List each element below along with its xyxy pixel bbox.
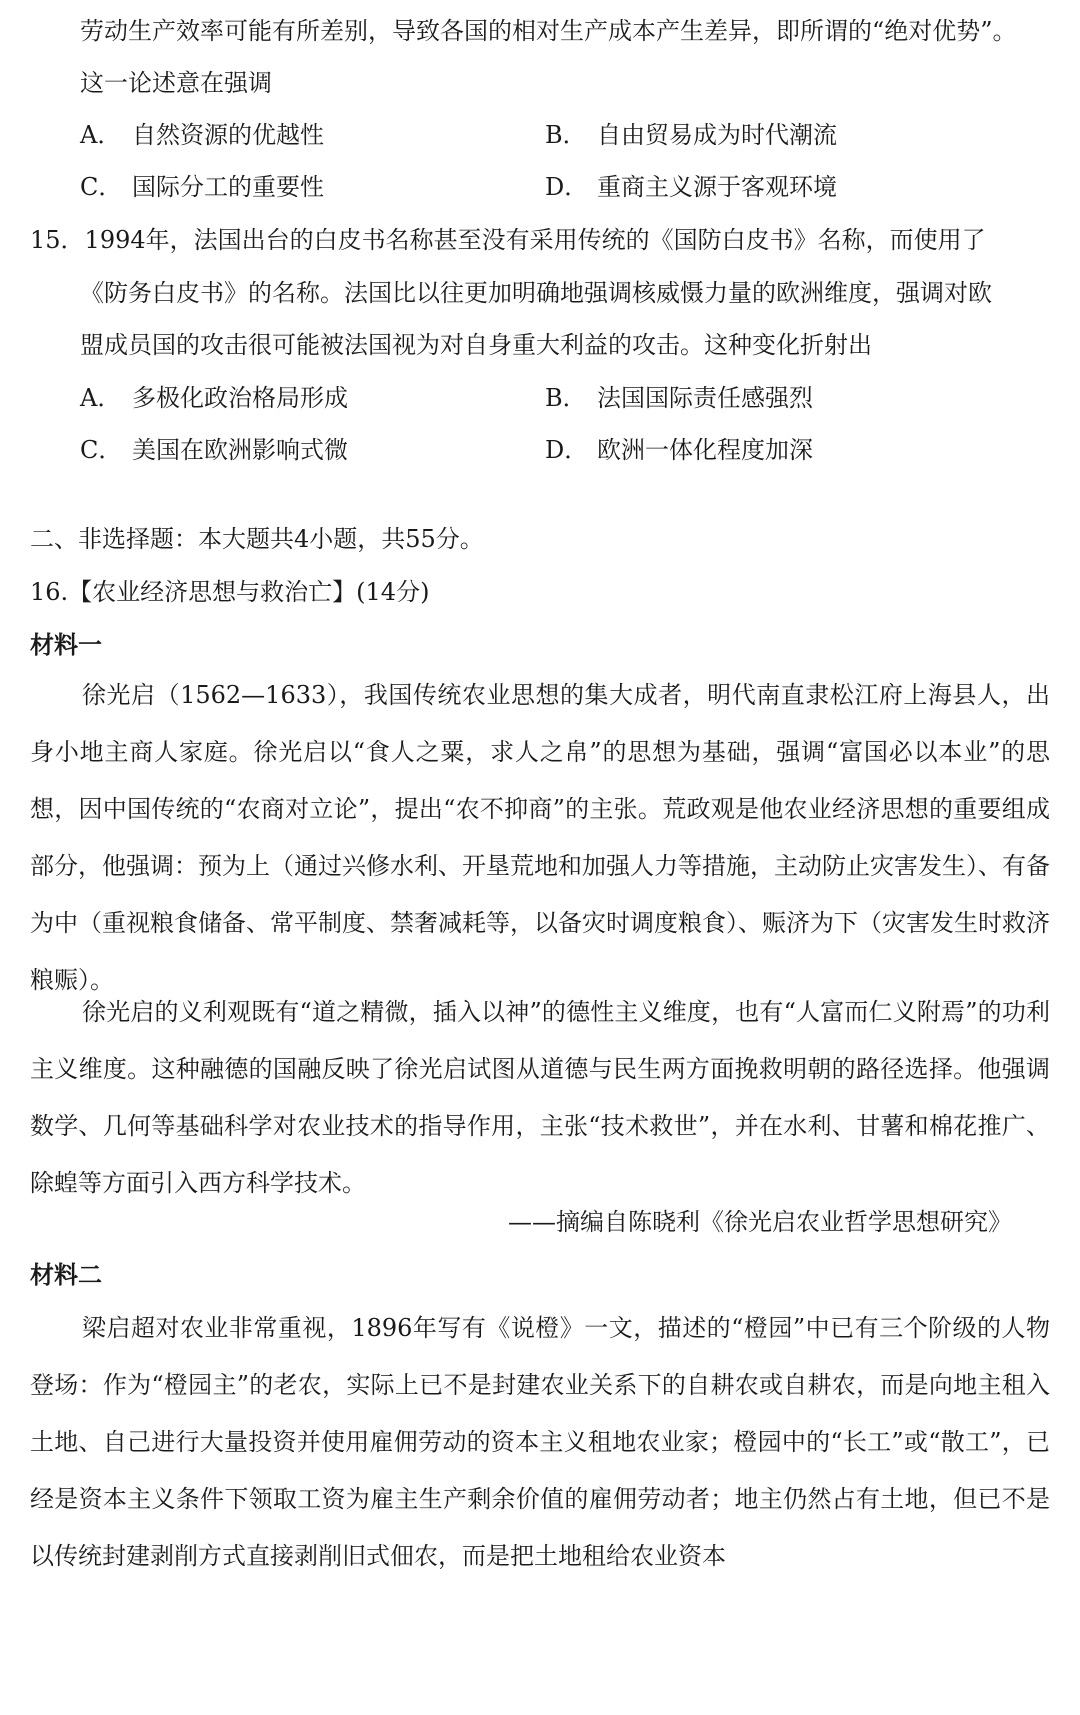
option-text: 自然资源的优越性 bbox=[132, 121, 324, 149]
option-text: 欧洲一体化程度加深 bbox=[597, 436, 813, 464]
q14-option-a[interactable] bbox=[80, 118, 324, 152]
q15-stem-text1: 1994年，法国出台的白皮书名称甚至没有采用传统的《国防白皮书》名称，而使用了 bbox=[84, 226, 986, 254]
option-text: 多极化政治格局形成 bbox=[132, 384, 348, 412]
option-letter: A． bbox=[80, 121, 122, 149]
section-heading: 二、非选择题：本大题共4小题，共55分。 bbox=[30, 525, 484, 553]
option-letter: C． bbox=[80, 436, 123, 464]
material1-paragraph1: 徐光启（1562—1633），我国传统农业思想的集大成者，明代南直隶松江府上海县人，出身小地主商人家庭。徐光启以“食人之粟，求人之帛”的思想为基础，强调“富国必以本业”的思想，因中国传统的“农商对立论”，提出“农不抑商”的主张。荒政观是他农业经济思想的重要组成部分，他强调：预为上（通过兴修水利、开垦荒地和加强人力等措施，主动防止灾害发生）、有备为中（重视粮食储备、常平制度、禁奢减耗等，以备灾时调度粮食）、赈济为下（灾害发生时救济粮赈）。 bbox=[30, 681, 1050, 994]
q15-option-c[interactable] bbox=[80, 433, 348, 467]
option-letter: D． bbox=[545, 436, 589, 464]
q15-option-b[interactable] bbox=[545, 381, 813, 415]
q14-stem-continuation: 劳动生产效率可能有所差别，导致各国的相对生产成本产生差异，即所谓的“绝对优势”。 bbox=[80, 17, 1017, 45]
q15-stem-line1 bbox=[30, 223, 986, 257]
q14-option-c[interactable] bbox=[80, 170, 324, 204]
option-letter: C． bbox=[80, 173, 123, 201]
material1-source: ——摘编自陈晓利《徐光启农业哲学思想研究》 bbox=[508, 1208, 1012, 1236]
material2-paragraph1: 梁启超对农业非常重视，1896年写有《说橙》一文，描述的“橙园”中已有三个阶级的人物登场：作为“橙园主”的老农，实际上已不是封建农业关系下的自耕农或自耕农，而是向地主租入土地、自己进行大量投资并使用雇佣劳动的资本主义租地农业家；橙园中的“长工”或“散工”，已经是资本主义条件下领取工资为雇主生产剩余价值的雇佣劳动者；地主仍然占有土地，但已不是以传统封建剥削方式直接剥削旧式佃农，而是把土地租给农业资本 bbox=[30, 1314, 1050, 1570]
material1-paragraph2: 徐光启的义利观既有“道之精微，插入以神”的德性主义维度，也有“人富而仁义附焉”的功利主义维度。这种融德的国融反映了徐光启试图从道德与民生两方面挽救明朝的路径选择。他强调数学、几何等基础科学对农业技术的指导作用，主张“技术救世”，并在水利、甘薯和棉花推广、除蝗等方面引入西方科学技术。 bbox=[30, 998, 1050, 1197]
question-number: 15． bbox=[30, 226, 85, 254]
option-text: 国际分工的重要性 bbox=[132, 173, 324, 201]
option-text: 重商主义源于客观环境 bbox=[597, 173, 837, 201]
q14-option-b[interactable] bbox=[545, 118, 837, 152]
option-letter: B． bbox=[545, 121, 587, 149]
q15-option-d[interactable] bbox=[545, 433, 813, 467]
option-letter: A． bbox=[80, 384, 122, 412]
option-text: 自由贸易成为时代潮流 bbox=[597, 121, 837, 149]
q15-option-a[interactable] bbox=[80, 381, 348, 415]
option-text: 美国在欧洲影响式微 bbox=[132, 436, 348, 464]
q15-stem-line3: 盟成员国的攻击很可能被法国视为对自身重大利益的攻击。这种变化折射出 bbox=[80, 331, 872, 359]
option-text: 法国国际责任感强烈 bbox=[597, 384, 813, 412]
q16-title: 16.【农业经济思想与救治亡】(14分) bbox=[30, 578, 430, 606]
material2-label: 材料二 bbox=[30, 1260, 102, 1289]
option-letter: B． bbox=[545, 384, 587, 412]
option-letter: D． bbox=[545, 173, 589, 201]
q15-stem-line2: 《防务白皮书》的名称。法国比以往更加明确地强调核威慑力量的欧洲维度，强调对欧 bbox=[80, 279, 992, 307]
material1-label: 材料一 bbox=[30, 630, 102, 659]
q14-option-d[interactable] bbox=[545, 170, 837, 204]
q14-stem-end: 这一论述意在强调 bbox=[80, 69, 272, 97]
